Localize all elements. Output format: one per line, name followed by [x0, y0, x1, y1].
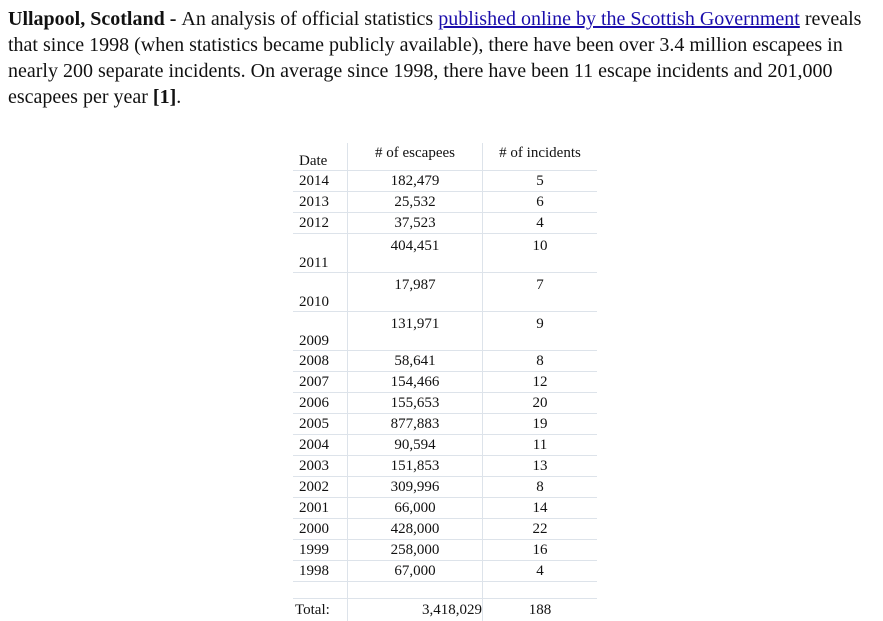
escapees-cell: 131,971 [348, 312, 483, 351]
dateline-dash: - [165, 8, 182, 30]
incidents-cell: 11 [483, 435, 598, 456]
scottish-government-link[interactable]: published online by the Scottish Government [438, 8, 800, 30]
incidents-cell: 8 [483, 351, 598, 372]
location-dateline: Ullapool, Scotland [8, 8, 165, 30]
escapees-cell: 58,641 [348, 351, 483, 372]
escapees-cell: 154,466 [348, 372, 483, 393]
date-cell: 1998 [293, 561, 348, 582]
incidents-cell: 7 [483, 273, 598, 312]
incidents-cell: 8 [483, 477, 598, 498]
table-row [293, 498, 597, 519]
table-row [293, 273, 597, 312]
date-cell: 2001 [293, 498, 348, 519]
total-escapees: 3,418,029 [348, 599, 483, 621]
incidents-cell: 5 [483, 171, 598, 192]
incidents-cell: 19 [483, 414, 598, 435]
escapees-cell: 17,987 [348, 273, 483, 312]
intro-text-2: reveals that since 1998 (when statistics became publicly available), there have been over 3.4 million escapees in nearly 200 separate incidents. On average since 1998, there have been 11 escape incidents and 201,000 escapees per year [8, 8, 861, 108]
table-row [293, 192, 597, 213]
intro-end: . [176, 86, 181, 108]
incidents-cell: 20 [483, 393, 598, 414]
date-cell: 2014 [293, 171, 348, 192]
header-escapees: # of escapees [348, 143, 483, 171]
date-cell: 2010 [293, 273, 348, 312]
header-date: Date [293, 143, 348, 171]
escapees-cell: 182,479 [348, 171, 483, 192]
escapes-table [293, 143, 597, 621]
table-row [293, 435, 597, 456]
date-cell: 2003 [293, 456, 348, 477]
escapees-cell: 25,532 [348, 192, 483, 213]
escapees-cell: 37,523 [348, 213, 483, 234]
table-row [293, 171, 597, 192]
escapees-cell: 258,000 [348, 540, 483, 561]
escapees-cell: 151,853 [348, 456, 483, 477]
date-cell: 2009 [293, 312, 348, 351]
intro-text-1: An analysis of official statistics [181, 8, 438, 30]
escapees-cell: 90,594 [348, 435, 483, 456]
incidents-cell: 13 [483, 456, 598, 477]
incidents-cell: 16 [483, 540, 598, 561]
date-cell: 2006 [293, 393, 348, 414]
incidents-cell: 4 [483, 213, 598, 234]
incidents-cell: 14 [483, 498, 598, 519]
date-cell: 2013 [293, 192, 348, 213]
incidents-cell: 9 [483, 312, 598, 351]
escapees-cell: 155,653 [348, 393, 483, 414]
incidents-cell: 22 [483, 519, 598, 540]
table-row [293, 414, 597, 435]
escapees-cell: 404,451 [348, 234, 483, 273]
escapees-cell: 66,000 [348, 498, 483, 519]
table-row [293, 540, 597, 561]
intro-paragraph [8, 6, 878, 110]
date-cell: 2000 [293, 519, 348, 540]
table-row [293, 234, 597, 273]
table-row [293, 351, 597, 372]
escapees-cell: 67,000 [348, 561, 483, 582]
table-row [293, 561, 597, 582]
table-row [293, 477, 597, 498]
table-row [293, 456, 597, 477]
table-row [293, 372, 597, 393]
date-cell: 2011 [293, 234, 348, 273]
incidents-cell: 4 [483, 561, 598, 582]
table-header-row [293, 143, 597, 171]
header-incidents: # of incidents [483, 143, 598, 171]
reference-marker: [1] [153, 86, 176, 108]
date-cell: 2004 [293, 435, 348, 456]
total-incidents: 188 [483, 599, 598, 621]
table-row [293, 312, 597, 351]
blank-row [293, 582, 597, 599]
date-cell: 1999 [293, 540, 348, 561]
date-cell: 2005 [293, 414, 348, 435]
table-row [293, 519, 597, 540]
table-row [293, 213, 597, 234]
table-row [293, 393, 597, 414]
date-cell: 2008 [293, 351, 348, 372]
date-cell: 2012 [293, 213, 348, 234]
escapees-cell: 309,996 [348, 477, 483, 498]
date-cell: 2002 [293, 477, 348, 498]
incidents-cell: 12 [483, 372, 598, 393]
total-row [293, 599, 597, 621]
total-label: Total: [293, 599, 348, 621]
incidents-cell: 6 [483, 192, 598, 213]
escapees-cell: 428,000 [348, 519, 483, 540]
date-cell: 2007 [293, 372, 348, 393]
escapees-cell: 877,883 [348, 414, 483, 435]
incidents-cell: 10 [483, 234, 598, 273]
